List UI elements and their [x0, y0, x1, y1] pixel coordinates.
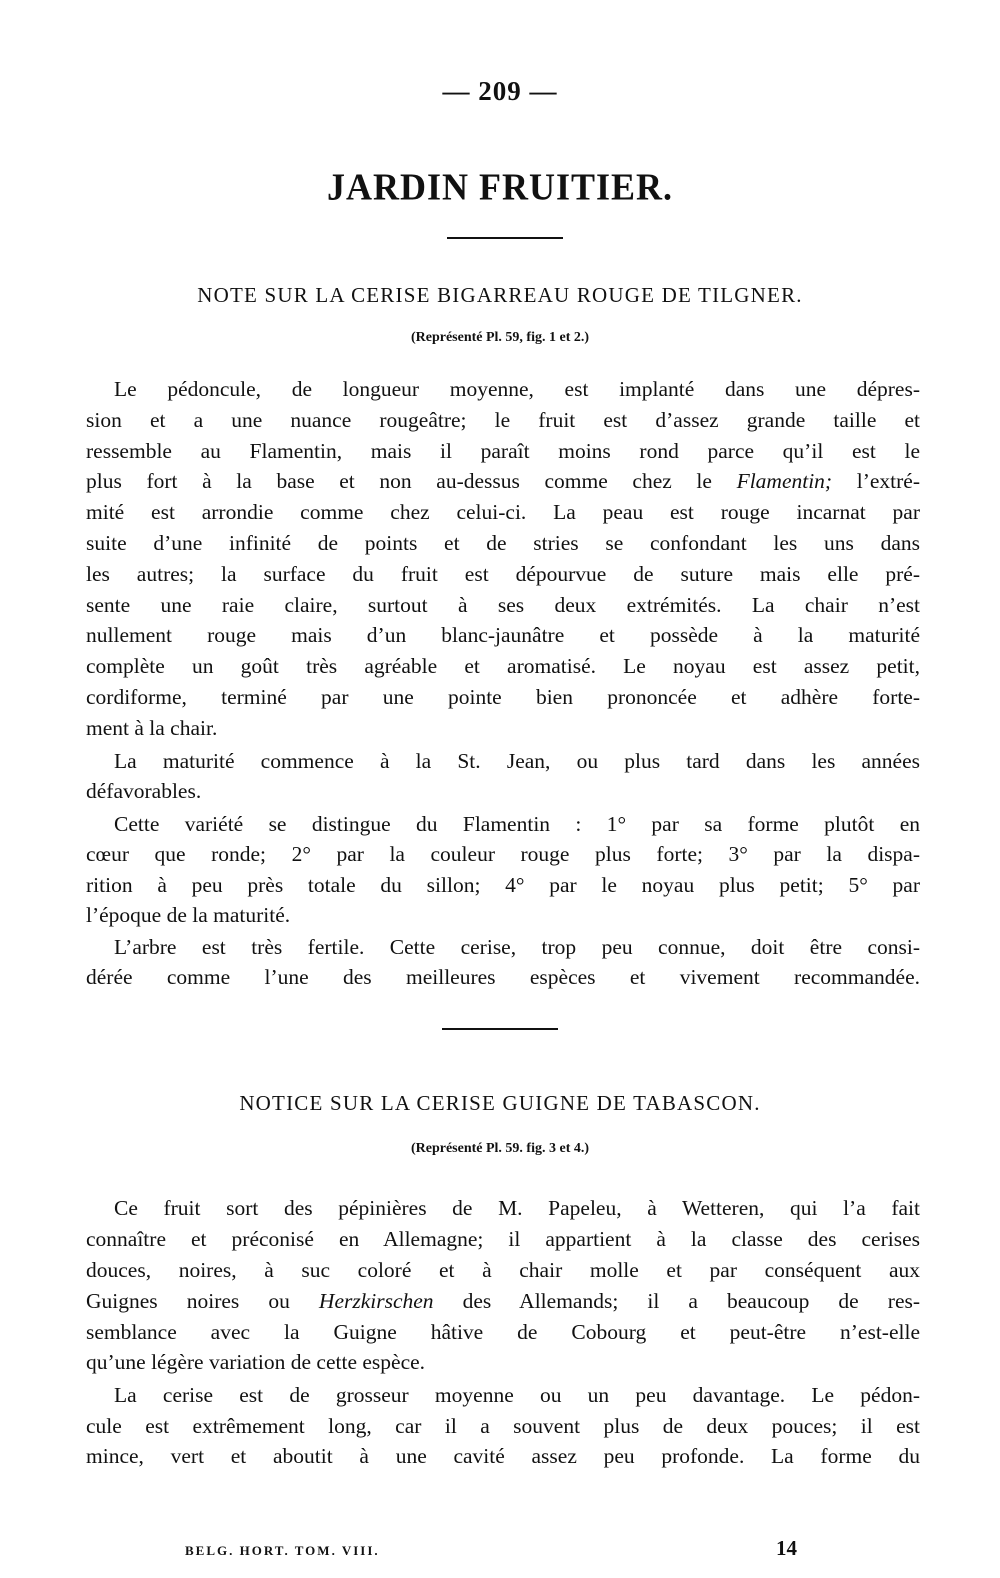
text-line: sente une raie claire, surtout à ses deux extrémités. La chair n’est — [86, 593, 920, 617]
text-line: mité est arrondie comme chez celui-ci. La peau est rouge incarnat par — [86, 500, 920, 524]
text-line: Cette variété se distingue du Flamentin : 1° par sa forme plutôt en — [114, 812, 920, 836]
text-line: nullement rouge mais d’un blanc-jaunâtre et possède à la maturité — [86, 623, 920, 647]
text-line — [86, 1286, 920, 1316]
article-1-reference: (Représenté Pl. 59, fig. 1 et 2.) — [410, 330, 590, 345]
text-run: l’extré- — [856, 469, 920, 493]
text-line: cordiforme, terminé par une pointe bien prononcée et adhère forte- — [86, 685, 920, 709]
page-number: — 209 — — [442, 76, 558, 106]
article-2-title: NOTICE SUR LA CERISE GUIGNE DE TABASCON. — [239, 1091, 761, 1115]
text-line: semblance avec la Guigne hâtive de Cobourg et peut-être n’est-elle — [86, 1320, 920, 1344]
text-line: mince, vert et aboutit à une cavité assez peu profonde. La forme du — [86, 1444, 920, 1468]
title-divider — [447, 237, 563, 239]
text-line: défavorables. — [86, 779, 202, 803]
text-line: L’arbre est très fertile. Cette cerise, trop peu connue, doit être consi- — [114, 935, 920, 959]
text-line: sion et a une nuance rougeâtre; le fruit est d’assez grande taille et — [86, 408, 920, 432]
text-line: Le pédoncule, de longueur moyenne, est implanté dans une dépres- — [114, 377, 920, 401]
text-line: qu’une légère variation de cette espèce. — [86, 1350, 426, 1374]
footer-signature: BELG. HORT. TOM. VIII. — [185, 1543, 380, 1558]
text-line: connaître et préconisé en Allemagne; il appartient à la classe des cerises — [86, 1227, 920, 1251]
text-line: rition à peu près totale du sillon; 4° par le noyau plus petit; 5° par — [86, 873, 920, 897]
text-line: douces, noires, à suc coloré et à chair molle et par conséquent aux — [86, 1258, 920, 1282]
text-line: cœur que ronde; 2° par la couleur rouge plus forte; 3° par la dispa- — [86, 842, 920, 866]
text-line: suite d’une infinité de points et de stries se confondant les uns dans — [86, 531, 920, 555]
footer-sheet-number: 14 — [776, 1536, 797, 1560]
text-line: dérée comme l’une des meilleures espèces et vivement recommandée. — [86, 965, 920, 989]
text-line: cule est extrêmement long, car il a souvent plus de deux pouces; il est — [86, 1414, 920, 1438]
text-line: complète un goût très agréable et aromatisé. Le noyau est assez petit, — [86, 654, 920, 678]
section-title: JARDIN FRUITIER. — [326, 166, 674, 208]
text-line: l’époque de la maturité. — [86, 903, 291, 927]
text-run: des Allemands; il a beaucoup de res- — [462, 1289, 921, 1313]
italic-term: Flamentin; — [736, 469, 833, 493]
article-divider — [442, 1028, 558, 1030]
text-line: Ce fruit sort des pépinières de M. Papeleu, à Wetteren, qui l’a fait — [114, 1196, 920, 1220]
text-line — [86, 466, 920, 496]
article-1-title: NOTE SUR LA CERISE BIGARREAU ROUGE DE TILGNER. — [197, 283, 803, 307]
text-run: Guignes noires ou — [86, 1289, 290, 1313]
text-line: La maturité commence à la St. Jean, ou plus tard dans les années — [114, 749, 920, 773]
text-line: ment à la chair. — [86, 716, 218, 740]
text-line: La cerise est de grosseur moyenne ou un peu davantage. Le pédon- — [114, 1383, 920, 1407]
text-line: ressemble au Flamentin, mais il paraît moins rond parce qu’il est le — [86, 439, 920, 463]
text-run: plus fort à la base et non au-dessus comme chez le — [86, 469, 712, 493]
text-line: les autres; la surface du fruit est dépourvue de suture mais elle pré- — [86, 562, 920, 586]
italic-term: Herzkirschen — [318, 1289, 434, 1313]
article-2-reference: (Représenté Pl. 59. fig. 3 et 4.) — [410, 1141, 590, 1156]
